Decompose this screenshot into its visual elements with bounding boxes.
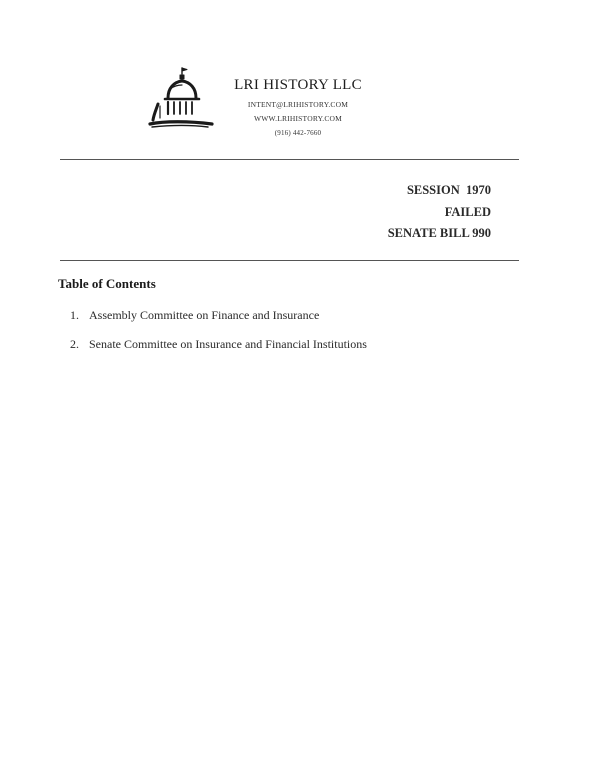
toc-item-number: 2. <box>70 337 79 351</box>
toc-item-label: Senate Committee on Insurance and Financial Institutions <box>89 337 367 351</box>
bill-label: SENATE BILL 990 <box>387 226 491 240</box>
company-phone: (916) 442-7660 <box>274 129 322 137</box>
toc-item-label: Assembly Committee on Finance and Insurance <box>89 308 320 322</box>
bottom-divider <box>60 260 519 261</box>
toc-item-number: 1. <box>70 308 79 322</box>
toc-item[interactable] <box>70 308 367 323</box>
capitol-dome-icon <box>144 64 214 140</box>
company-email: INTENT@LRIHISTORY.COM <box>247 100 349 109</box>
toc-list <box>70 308 367 366</box>
company-website: WWW.LRIHISTORY.COM <box>253 114 343 123</box>
bill-info <box>388 180 491 245</box>
company-header <box>210 76 386 138</box>
company-name: LRI HISTORY LLC <box>234 77 362 93</box>
toc-item[interactable] <box>70 337 367 352</box>
status-label: FAILED <box>444 204 491 219</box>
top-divider <box>60 159 519 160</box>
session-label: SESSION 1970 <box>406 183 491 197</box>
toc-heading: Table of Contents <box>58 276 156 291</box>
